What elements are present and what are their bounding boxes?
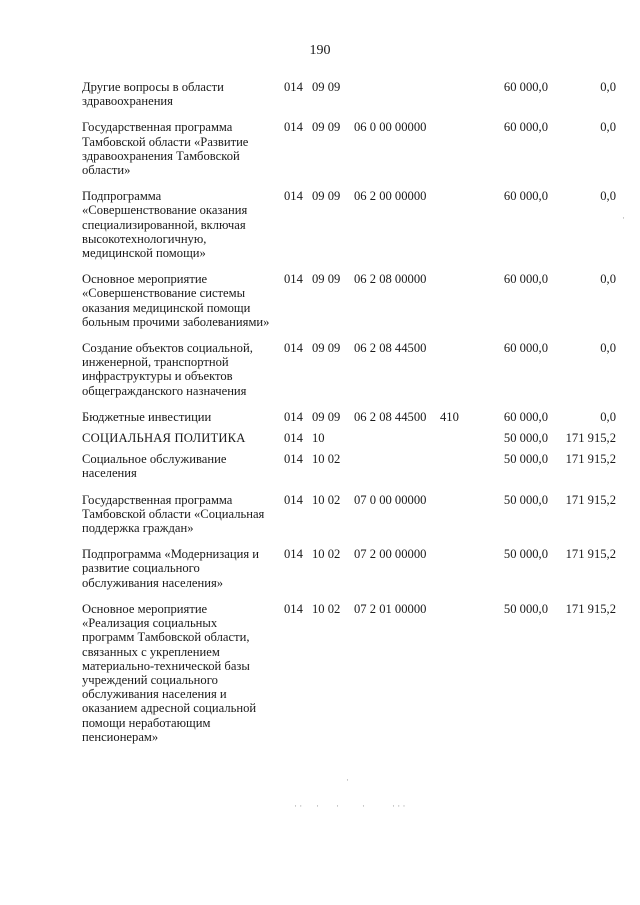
row-amount-2: 0,0 bbox=[600, 341, 616, 356]
row-rz: 10 bbox=[312, 431, 325, 446]
row-vr bbox=[440, 341, 470, 410]
row-csr: 06 2 08 00000 bbox=[354, 272, 427, 287]
row-rz: 09 09 bbox=[312, 272, 341, 287]
row-amount-1: 50 000,0 bbox=[503, 431, 548, 446]
row-amount-2: 171 915,2 bbox=[565, 547, 616, 562]
table-row bbox=[82, 189, 616, 272]
row-amount-2: 0,0 bbox=[600, 409, 616, 424]
row-amount-2: 171 915,2 bbox=[565, 431, 616, 446]
row-ved: 014 bbox=[284, 547, 303, 562]
row-rz: 10 02 bbox=[312, 601, 341, 616]
row-csr: 07 2 00 00000 bbox=[354, 547, 427, 562]
table-row bbox=[82, 80, 616, 120]
row-ved: 014 bbox=[284, 452, 303, 467]
row-amount-1: 60 000,0 bbox=[503, 272, 548, 287]
row-name: Государственная программа Тамбовской области «Социальная поддержка граждан» bbox=[82, 492, 265, 536]
row-amount-1: 60 000,0 bbox=[503, 80, 548, 94]
scan-speck: · bbox=[336, 801, 339, 811]
table-row bbox=[82, 493, 616, 548]
row-vr bbox=[440, 493, 470, 548]
row-vr bbox=[440, 272, 470, 341]
row-ved: 014 bbox=[284, 409, 303, 424]
scan-speck: · bbox=[346, 775, 349, 785]
row-rz: 10 02 bbox=[312, 452, 341, 467]
row-rz: 09 09 bbox=[312, 120, 341, 135]
row-amount-1: 60 000,0 bbox=[503, 341, 548, 356]
row-amount-2: 171 915,2 bbox=[565, 601, 616, 616]
table-row bbox=[82, 341, 616, 410]
row-amount-1: 50 000,0 bbox=[503, 492, 548, 507]
table-row bbox=[82, 431, 616, 452]
row-name: Основное мероприятие «Совершенствование системы оказания медицинской помощи больным прочими заболеваниями» bbox=[82, 272, 270, 329]
row-ved: 014 bbox=[284, 341, 303, 356]
row-name: Подпрограмма «Совершенствование оказания специализированной, включая высокотехнологичную, медицинской помощи» bbox=[82, 189, 248, 261]
table-row bbox=[82, 272, 616, 341]
table-row bbox=[82, 547, 616, 602]
row-amount-2: 0,0 bbox=[600, 120, 616, 135]
row-amount-2: 0,0 bbox=[600, 189, 616, 204]
row-name: Основное мероприятие «Реализация социальных программ Тамбовской области, связанных с укреплением материально-технической базы учреждений социального обслуживания населения и оказанием адресной социальной помощи неработающим пенсионерам» bbox=[82, 601, 257, 744]
row-vr bbox=[440, 120, 470, 189]
row-amount-1: 60 000,0 bbox=[503, 409, 548, 424]
row-csr bbox=[354, 431, 440, 452]
row-amount-1: 60 000,0 bbox=[503, 189, 548, 204]
row-csr: 07 2 01 00000 bbox=[354, 601, 427, 616]
row-amount-2: 0,0 bbox=[600, 272, 616, 287]
scan-speck: · · bbox=[294, 801, 303, 811]
row-rz: 10 02 bbox=[312, 492, 341, 507]
row-ved: 014 bbox=[284, 120, 303, 135]
row-vr bbox=[440, 189, 470, 272]
table-row bbox=[82, 452, 616, 492]
row-csr: 06 0 00 00000 bbox=[354, 120, 427, 135]
row-ved: 014 bbox=[284, 601, 303, 616]
row-amount-2: 171 915,2 bbox=[565, 452, 616, 467]
row-vr bbox=[440, 80, 470, 120]
row-ved: 014 bbox=[284, 272, 303, 287]
row-name: Социальное обслуживание населения bbox=[82, 452, 227, 481]
table-row bbox=[82, 120, 616, 189]
row-amount-2: 0,0 bbox=[600, 80, 616, 94]
table-row bbox=[82, 410, 616, 431]
scan-speck: · bbox=[316, 801, 319, 811]
row-csr: 06 2 08 44500 bbox=[354, 409, 427, 424]
row-csr: 06 2 08 44500 bbox=[354, 341, 427, 356]
page-number: 190 bbox=[309, 43, 331, 58]
row-ved: 014 bbox=[284, 189, 303, 204]
budget-table bbox=[82, 80, 616, 756]
row-csr bbox=[354, 452, 440, 492]
row-amount-1: 50 000,0 bbox=[503, 547, 548, 562]
row-csr: 07 0 00 00000 bbox=[354, 492, 427, 507]
row-vr: 410 bbox=[440, 409, 459, 424]
row-ved: 014 bbox=[284, 80, 303, 94]
row-amount-1: 60 000,0 bbox=[503, 120, 548, 135]
row-name: Бюджетные инвестиции bbox=[82, 409, 212, 424]
row-name: Другие вопросы в области здравоохранения bbox=[82, 80, 224, 109]
row-vr bbox=[440, 602, 470, 756]
row-name: Подпрограмма «Модернизация и развитие социального обслуживания населения» bbox=[82, 547, 260, 590]
row-csr: 06 2 00 00000 bbox=[354, 189, 427, 204]
row-vr bbox=[440, 431, 470, 452]
row-rz: 09 09 bbox=[312, 341, 341, 356]
row-name: Создание объектов социальной, инженерной, транспортной инфраструктуры и объектов общегражданского назначения bbox=[82, 341, 253, 398]
row-csr bbox=[354, 80, 440, 120]
row-vr bbox=[440, 452, 470, 492]
row-rz: 09 09 bbox=[312, 409, 341, 424]
row-ved: 014 bbox=[284, 431, 303, 446]
scan-speck: · bbox=[622, 213, 625, 223]
row-rz: 09 09 bbox=[312, 80, 341, 94]
row-vr bbox=[440, 547, 470, 602]
row-amount-2: 171 915,2 bbox=[565, 492, 616, 507]
table-row bbox=[82, 602, 616, 756]
row-amount-1: 50 000,0 bbox=[503, 452, 548, 467]
row-rz: 10 02 bbox=[312, 547, 341, 562]
row-rz: 09 09 bbox=[312, 189, 341, 204]
scan-speck: · · · bbox=[392, 801, 406, 811]
row-ved: 014 bbox=[284, 492, 303, 507]
scan-speck: · bbox=[362, 801, 365, 811]
row-name: Государственная программа Тамбовской области «Развитие здравоохранения Тамбовской области» bbox=[82, 120, 249, 178]
row-amount-1: 50 000,0 bbox=[503, 601, 548, 616]
row-name: СОЦИАЛЬНАЯ ПОЛИТИКА bbox=[82, 431, 246, 446]
